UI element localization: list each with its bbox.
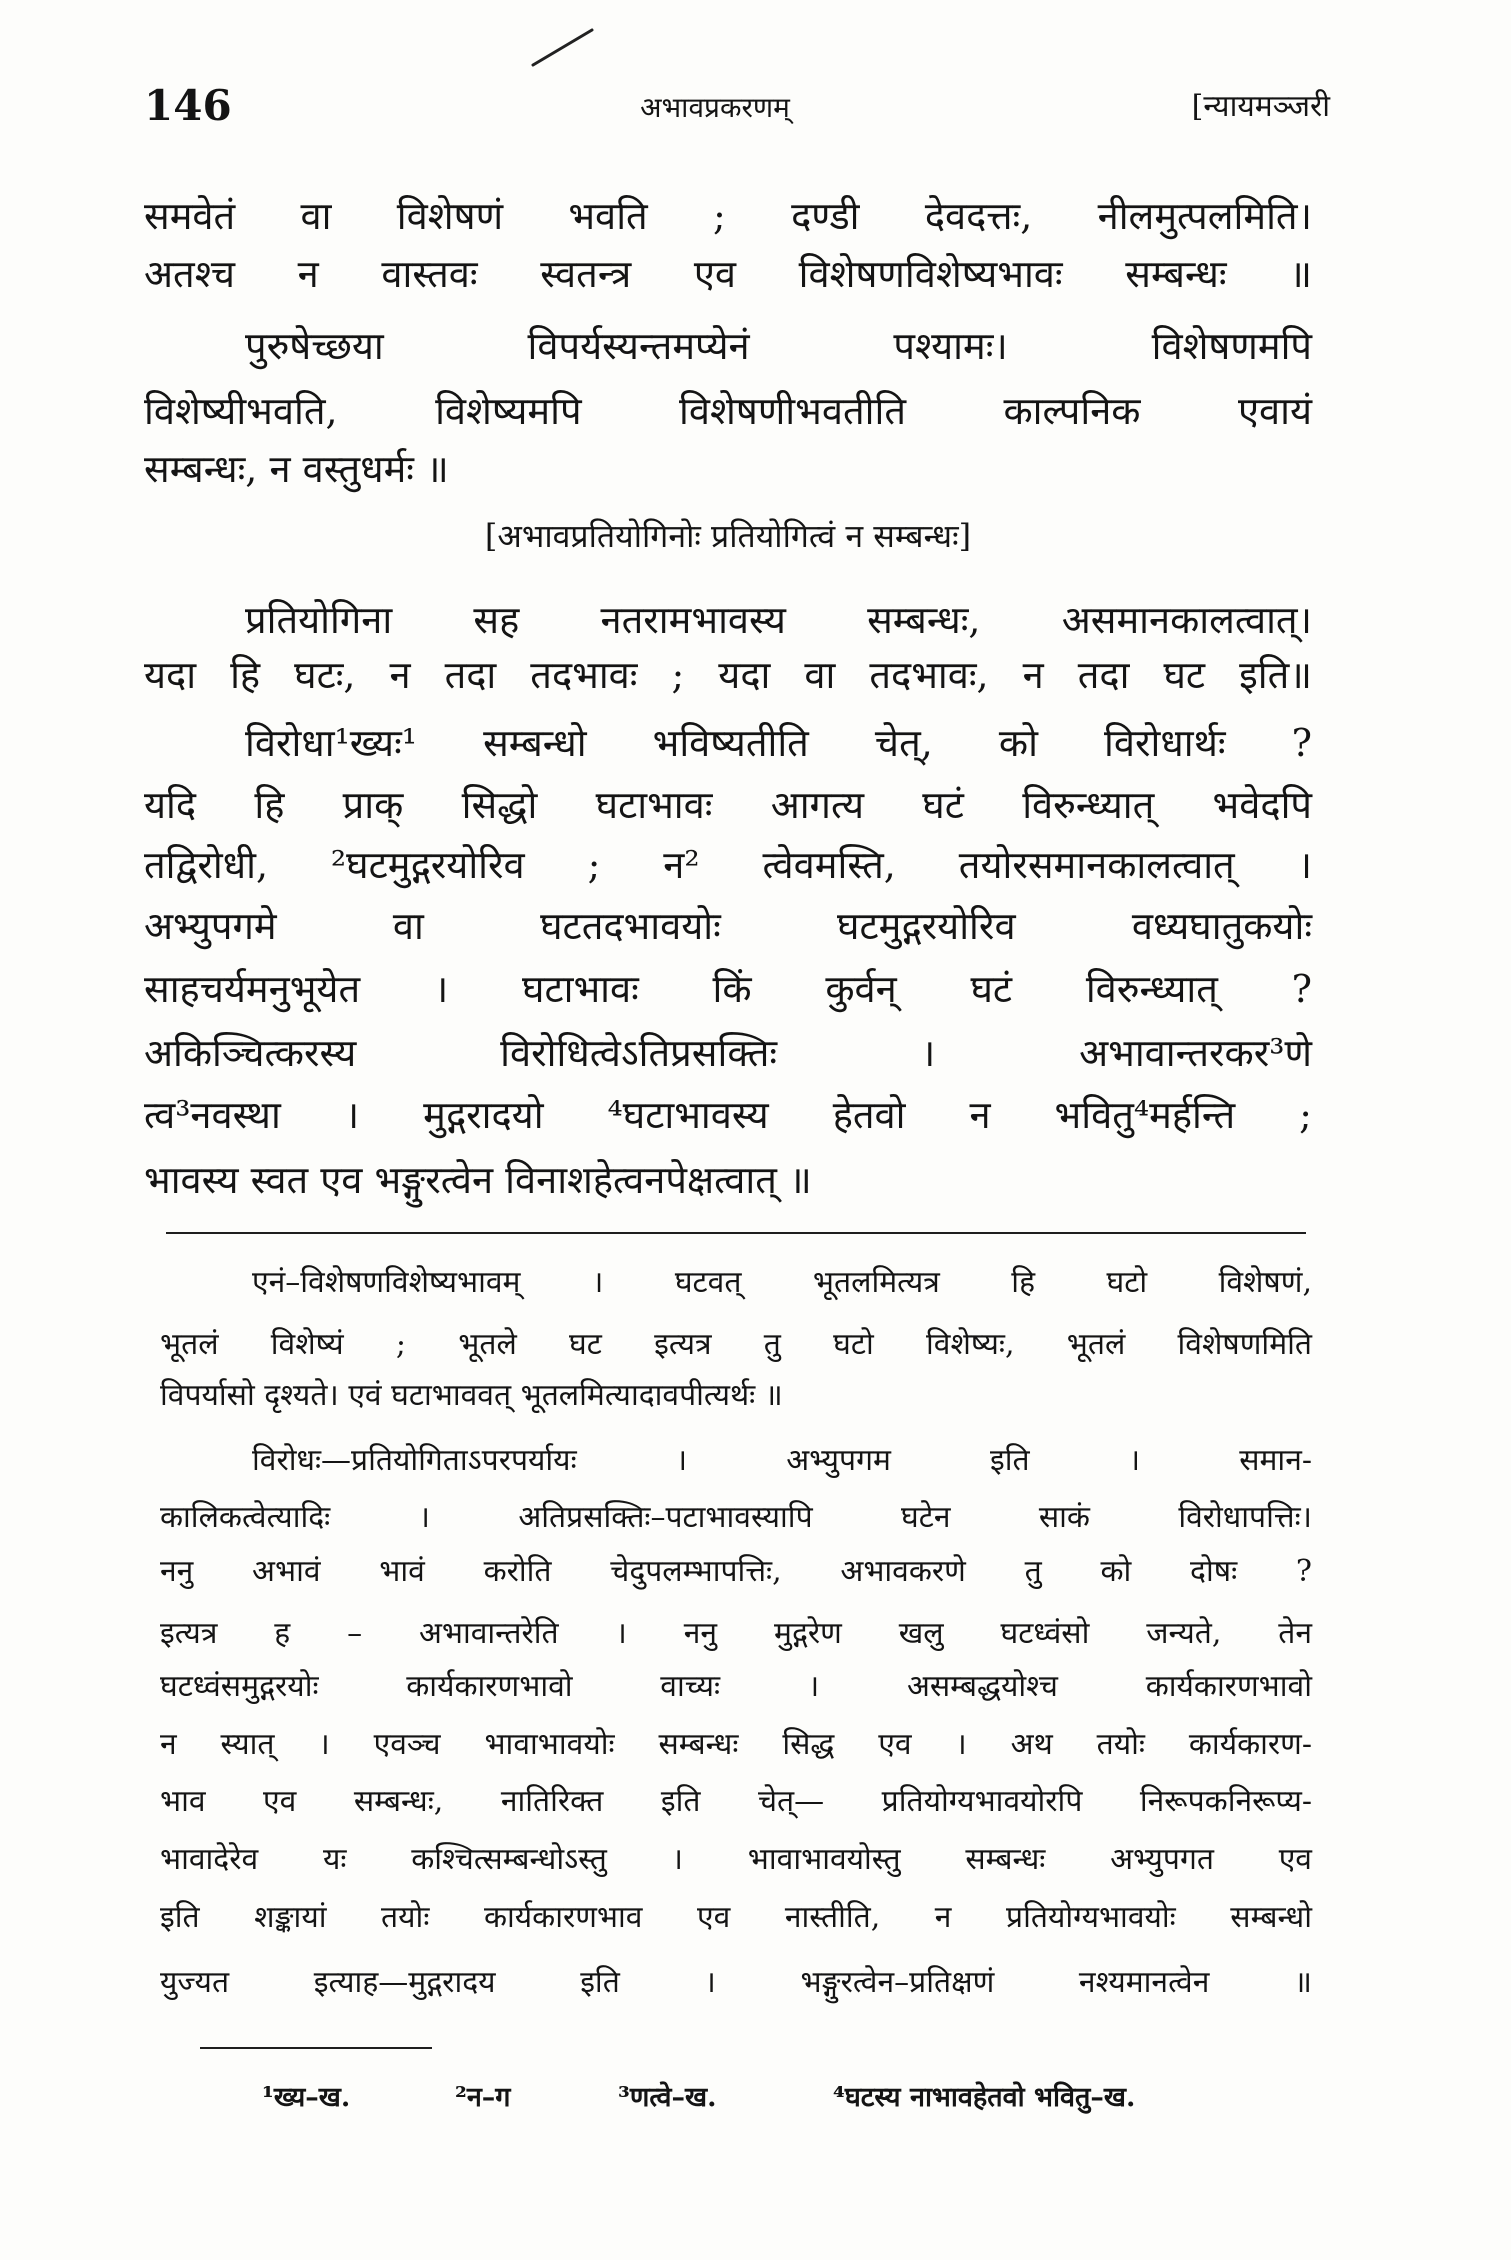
section-heading: [अभावप्रतियोगिनोः प्रतियोगित्वं न सम्बन्धः] — [484, 517, 972, 555]
commentary-line: इति शङ्कायां तयोः कार्यकारणभाव एव नास्तीति, न प्रतियोग्यभावयोः सम्बन्धो — [160, 1900, 1312, 1935]
main-text-line: सम्बन्धः, न वस्तुधर्मः ॥ — [144, 447, 449, 491]
footnote-4: ⁴घटस्य नाभावहेतवो भवितु–ख. — [833, 2082, 1136, 2113]
commentary-line: भाव एव सम्बन्धः, नातिरिक्त इति चेत्— प्रतियोग्यभावयोरपि निरूपकनिरूप्य- — [160, 1784, 1312, 1819]
main-text-line: विशेष्यीभवति, विशेष्यमपि विशेषणीभवतीति काल्पनिक एवायं — [144, 389, 1312, 433]
commentary-line: भावादेरेव यः कश्चित्सम्बन्धोऽस्तु । भावाभावयोस्तु सम्बन्धः अभ्युपगत एव — [160, 1842, 1312, 1877]
commentary-line: कालिकत्वेत्यादिः । अतिप्रसक्तिः–पटाभावस्यापि घटेन साकं विरोधापत्तिः। — [160, 1500, 1312, 1535]
main-text-line: त्व³नवस्था । मुद्गरादयो ⁴घटाभावस्य हेतवो न भवितु⁴मर्हन्ति ; — [144, 1093, 1312, 1137]
footnote-divider — [200, 2047, 432, 2049]
commentary-divider — [166, 1232, 1306, 1234]
main-text-line: अकिञ्चित्करस्य विरोधित्वेऽतिप्रसक्तिः । अभावान्तरकर³णे — [144, 1031, 1312, 1075]
commentary-line: न स्यात् । एवञ्च भावाभावयोः सम्बन्धः सिद्ध एव । अथ तयोः कार्यकारण- — [160, 1727, 1312, 1762]
commentary-line: भूतलं विशेष्यं ; भूतले घट इत्यत्र तु घटो विशेष्यः, भूतलं विशेषणमिति — [160, 1327, 1312, 1362]
page-number: 146 — [144, 81, 232, 130]
main-text-line: अतश्च न वास्तवः स्वतन्त्र एव विशेषणविशेष्यभावः सम्बन्धः ॥ — [144, 252, 1312, 296]
stray-pen-mark — [520, 18, 610, 78]
main-text-line: साहचर्यमनुभूयेत । घटाभावः किं कुर्वन् घटं विरुन्ध्यात् ? — [144, 967, 1312, 1011]
commentary-line: इत्यत्र ह – अभावान्तरेति । ननु मुद्गरेण खलु घटध्वंसो जन्यते, तेन — [160, 1616, 1312, 1651]
main-text-line: अभ्युपगमे वा घटतदभावयोः घटमुद्गरयोरिव वध्यघातुकयोः — [144, 904, 1312, 948]
main-text-line: विरोधा¹ख्यः¹ सम्बन्धो भविष्यतीति चेत्, को विरोधार्थः ? — [245, 721, 1312, 765]
commentary-line: विरोधः—प्रतियोगिताऽपरपर्यायः । अभ्युपगम इति । समान- — [252, 1443, 1312, 1478]
main-text-line: यदि हि प्राक् सिद्धो घटाभावः आगत्य घटं विरुन्ध्यात् भवेदपि — [144, 783, 1312, 827]
running-title: अभावप्रकरणम् — [640, 91, 790, 124]
main-text-line: तद्विरोधी, ²घटमुद्गरयोरिव ; न² त्वेवमस्ति, तयोरसमानकालत्वात् । — [144, 843, 1312, 887]
commentary-line: युज्यत इत्याह—मुद्गरादय इति । भङ्गुरत्वेन–प्रतिक्षणं नश्यमानत्वेन ॥ — [160, 1965, 1312, 2000]
main-text-line: यदा हि घटः, न तदा तदभावः ; यदा वा तदभावः, न तदा घट इति॥ — [144, 653, 1312, 697]
footnote-3: ³णत्वे–ख. — [618, 2082, 717, 2113]
commentary-line: घटध्वंसमुद्गरयोः कार्यकारणभावो वाच्यः । असम्बद्धयोश्च कार्यकारणभावो — [160, 1669, 1312, 1704]
main-text-line: प्रतियोगिना सह नतरामभावस्य सम्बन्धः, असमानकालत्वात्। — [245, 598, 1312, 642]
book-title: [न्यायमञ्जरी — [1191, 89, 1330, 124]
main-text-line: समवेतं वा विशेषणं भवति ; दण्डी देवदत्तः, नीलमुत्पलमिति। — [144, 194, 1312, 238]
footnote-1: ¹ख्य–ख. — [262, 2082, 351, 2113]
commentary-line: विपर्यासो दृश्यते। एवं घटाभाववत् भूतलमित्यादावपीत्यर्थः ॥ — [160, 1378, 783, 1413]
commentary-line: ननु अभावं भावं करोति चेदुपलम्भापत्तिः, अभावकरणे तु को दोषः ? — [160, 1554, 1312, 1589]
main-text-line: पुरुषेच्छया विपर्यस्यन्तमप्येनं पश्यामः। विशेषणमपि — [245, 324, 1312, 368]
main-text-line: भावस्य स्वत एव भङ्गुरत्वेन विनाशहेत्वनपेक्षत्वात् ॥ — [144, 1158, 812, 1202]
commentary-line: एनं–विशेषणविशेष्यभावम् । घटवत् भूतलमित्यत्र हि घटो विशेषणं, — [252, 1265, 1312, 1300]
footnote-2: ²न–ग — [455, 2082, 511, 2113]
